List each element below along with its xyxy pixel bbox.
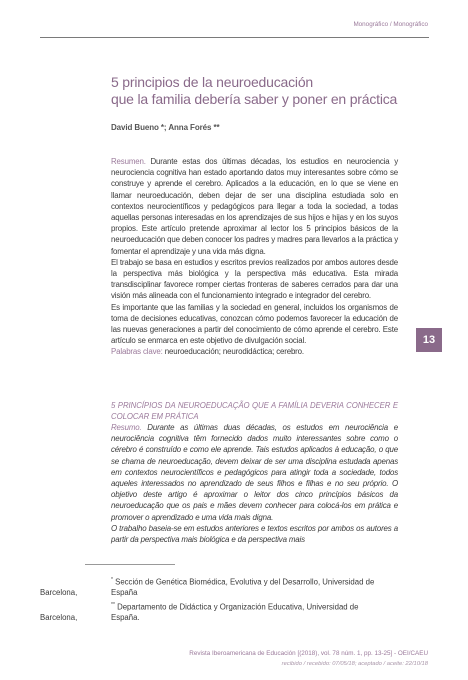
journal-dates: recibido / recebido: 07/05/18; aceptado / aceite: 22/10/18	[281, 661, 428, 667]
abstract-pt-paragraph-2: O trabalho baseia-se em estudos anteriores e textos escritos por ambos os autores a partir da perspectiva mais biológica e da perspectiva mais	[111, 523, 398, 545]
footnote-1-city: Barcelona,	[40, 587, 78, 597]
running-head: Monográfico / Monográfico	[353, 21, 428, 28]
title-line-1: 5 principios de la neuroeducación	[111, 74, 313, 90]
page-number-tab: 13	[416, 328, 442, 352]
footnote-1-country: España	[111, 587, 138, 597]
keywords-label: Palabras clave:	[111, 347, 163, 357]
footnote-1-mark: *	[111, 577, 113, 583]
abstract-label: Resumen.	[111, 157, 146, 166]
abstract-spanish	[111, 156, 398, 358]
resumo-label: Resumo.	[111, 423, 142, 432]
abstract-es-paragraph-1: Resumen. Durante estas dos últimas décadas, los estudios en neurociencia y neurociencia cognitiva han estado aportando datos muy interesantes sobre cómo se construye y aprende el cerebro. Aplicados a la educación, en lo que se viene en llamar neuroeducación, deben dejar de ser una disciplina estudiada solo en contextos neurocientíficos y pedagógicos para llegar a toda la sociedad, a todas aquellas personas interesadas en los aprendizajes de sus hijos e hijas y en los suyos propios. Este artículo pretende aproximar al lector los 5 principios básicos de la neuroeducación que deben conocer los padres y madres para llevarlos a la práctica y fomentar el aprendizaje y una vida más digna.	[111, 157, 398, 256]
footnote-rule	[85, 564, 175, 565]
authors: David Bueno *; Anna Forés **	[111, 123, 220, 132]
abstract-pt-title: 5 PRINCÍPIOS DA NEUROEDUCAÇÃO QUE A FAMÍLIA DEVERIA CONHECER E COLOCAR EM PRÁTICA	[111, 401, 398, 421]
abstract-pt-paragraph-1: Resumo. Durante as últimas duas décadas, os estudos em neurociência e neurociência cognitiva têm fornecido dados muito interessantes sobre como o cérebro é construído e como ele aprende. Tais estudos aplicados à educação, o que se chama de neuroeducação, devem deixar de ser uma disciplina estudada apenas em contextos neurocientíficos e pedagógicos para atingir toda a sociedade, todos aqueles interessados no aprendizado de seus filhos e filhas e no seu próprio. O objetivo deste artigo é aproximar o leitor dos cinco princípios básicos da neuroeducação que os pais e mães devem conhecer para colocá-los em prática e promover o aprendizado e uma vida mais digna.	[111, 423, 398, 522]
abstract-portuguese	[111, 401, 398, 545]
keywords: Palabras clave: neuroeducación; neurodidáctica; cerebro.	[111, 347, 304, 357]
footnote-2-country: España.	[111, 612, 140, 622]
abstract-es-paragraph-2: El trabajo se basa en estudios y escritos previos realizados por ambos autores desde la perspectiva más biológica y la perspectiva más educativa. Esta mirada transdisciplinar favorece romper ciertas fronteras de saberes cerrados para dar una visión más alineada con el funcionamiento integrado e integrador del cerebro.	[111, 257, 398, 301]
article-title	[111, 74, 411, 108]
journal-citation: Revista Iberoamericana de Educación [(2018), vol. 78 núm. 1, pp. 13-25] - OEI/CAEU	[189, 650, 428, 657]
footnote-2-city: Barcelona,	[40, 612, 78, 622]
title-line-2: que la familia debería saber y poner en práctica	[111, 91, 398, 107]
journal-footer	[0, 649, 428, 669]
header-rule	[40, 37, 429, 38]
footnote-2-mark: **	[111, 602, 115, 608]
abstract-es-paragraph-3: Es importante que las familias y la sociedad en general, incluidos los organismos de toma de decisiones educativas, conozcan cómo podemos favorecer la educación de las nuevas generaciones a partir del conocimiento de cómo aprende el cerebro. Este artículo se enmarca en este objetivo de divulgación social.	[111, 302, 398, 346]
